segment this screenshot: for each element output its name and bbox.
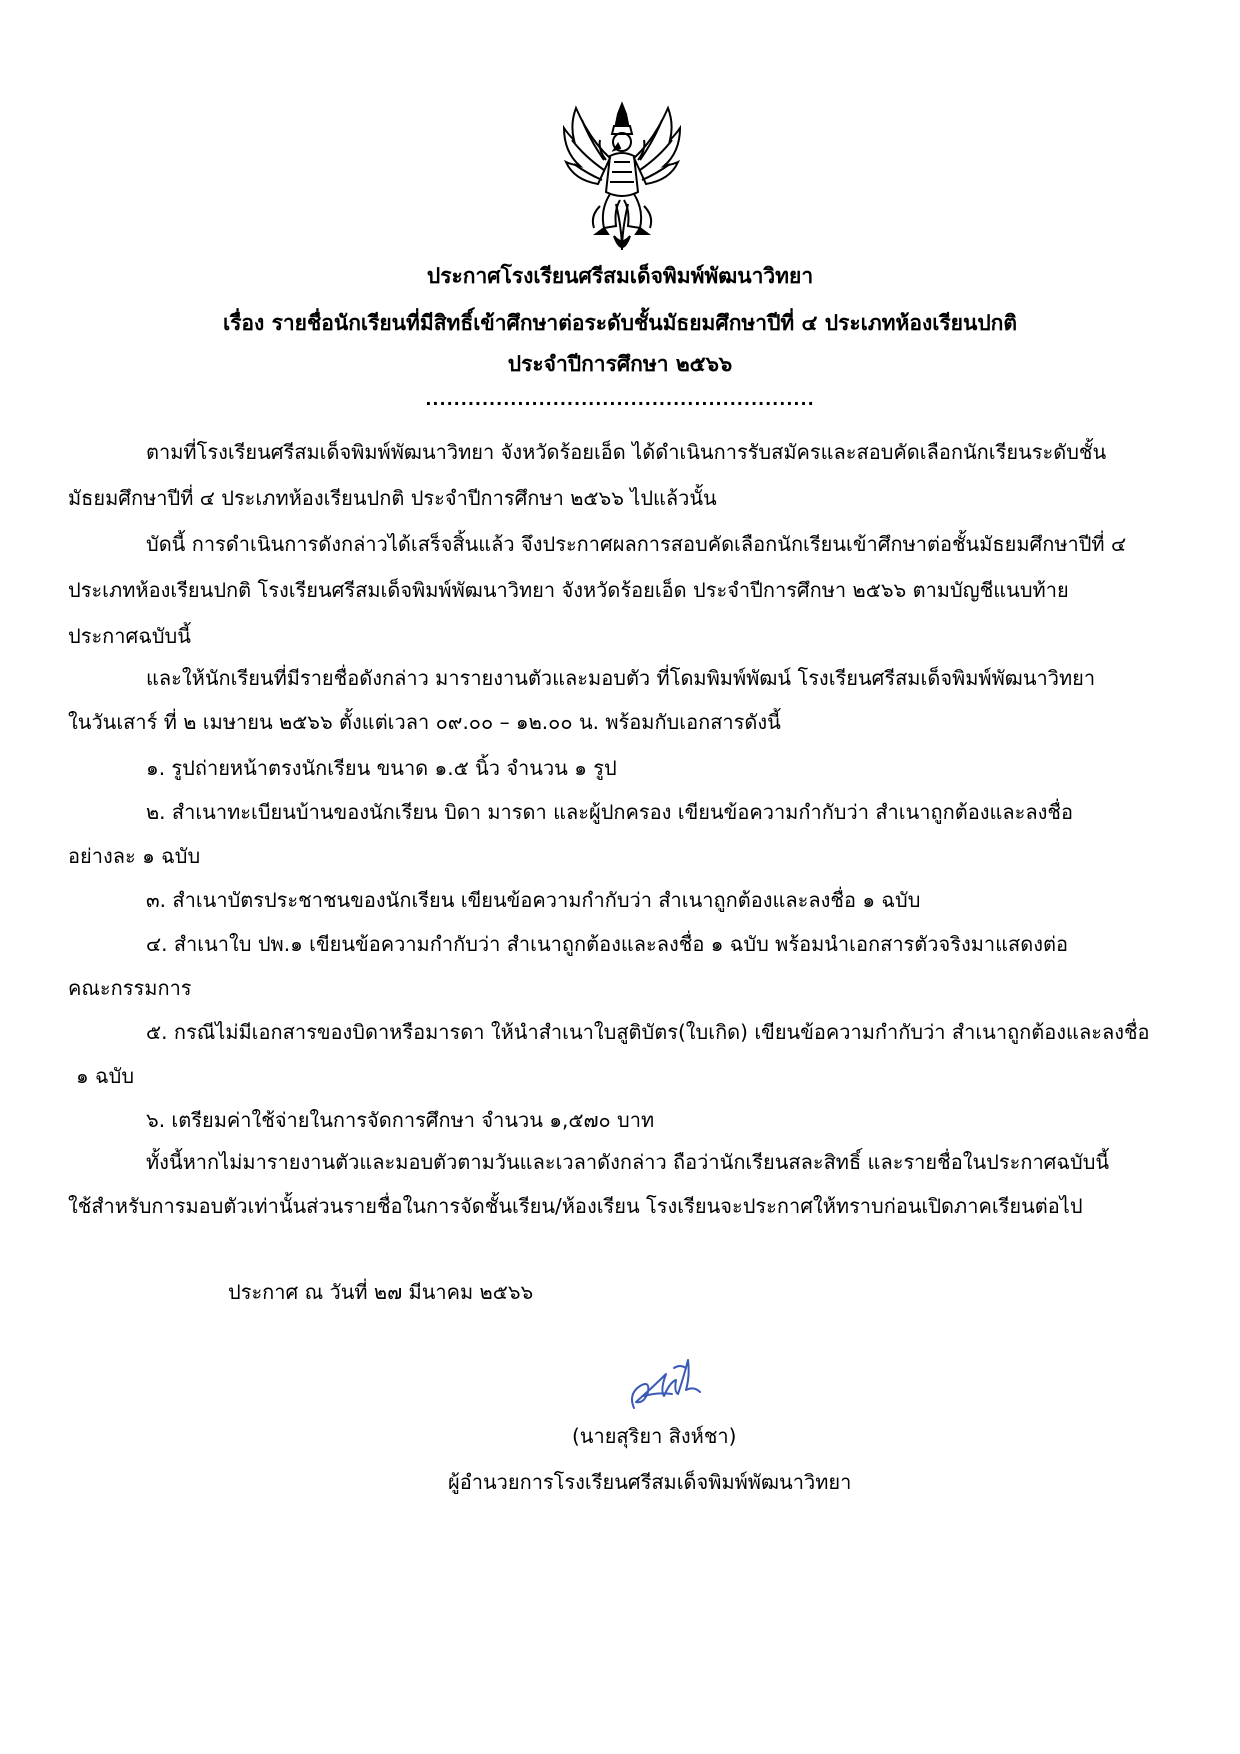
academic-year: ประจำปีการศึกษา ๒๕๖๖ xyxy=(507,352,733,376)
document-item-6: ๖. เตรียมค่าใช้จ่ายในการจัดการศึกษา จำนวน ๑,๕๗๐ บาท xyxy=(146,1108,655,1132)
document-item-5-line1: ๕. กรณีไม่มีเอกสารของบิดาหรือมารดา ให้นำสำเนาใบสูติบัตร(ใบเกิด) เขียนข้อความกำกับว่า สำเนาถูกต้องและลงชื่อ xyxy=(146,1020,1150,1044)
paragraph-report-line1: และให้นักเรียนที่มีรายชื่อดังกล่าว มารายงานตัวและมอบตัว ที่โดมพิมพ์พัฒน์ โรงเรียนศรีสมเด็จพิมพ์พัฒนาวิทยา xyxy=(146,666,1096,690)
document-item-5-line2: ๑ ฉบับ xyxy=(76,1064,135,1088)
paragraph-intro-line1: ตามที่โรงเรียนศรีสมเด็จพิมพ์พัฒนาวิทยา จังหวัดร้อยเอ็ด ได้ดำเนินการรับสมัครและสอบคัดเลือกนักเรียนระดับชั้น xyxy=(146,440,1107,464)
signature-image xyxy=(614,1346,710,1416)
signer-name: (นายสุริยา สิงห์ชา) xyxy=(572,1424,737,1448)
document-item-4-line1: ๔. สำเนาใบ ปพ.๑ เขียนข้อความกำกับว่า สำเนาถูกต้องและลงชื่อ ๑ ฉบับ พร้อมนำเอกสารตัวจริงมาแสดงต่อ xyxy=(146,932,1069,956)
document-item-2-line1: ๒. สำเนาทะเบียนบ้านของนักเรียน บิดา มารดา และผู้ปกครอง เขียนข้อความกำกับว่า สำเนาถูกต้องและลงชื่อ xyxy=(146,800,1073,824)
paragraph-closing-line2: ใช้สำหรับการมอบตัวเท่านั้นส่วนรายชื่อในการจัดชั้นเรียน/ห้องเรียน โรงเรียนจะประกาศให้ทราบก่อนเปิดภาคเรียนต่อไป xyxy=(68,1194,1083,1218)
paragraph-result-line2: ประเภทห้องเรียนปกติ โรงเรียนศรีสมเด็จพิมพ์พัฒนาวิทยา จังหวัดร้อยเอ็ด ประจำปีการศึกษา ๒๕๖๖ ตามบัญชีแนบท้าย xyxy=(68,578,1069,602)
announcement-title: ประกาศโรงเรียนศรีสมเด็จพิมพ์พัฒนาวิทยา xyxy=(426,264,814,288)
paragraph-intro-line2: มัธยมศึกษาปีที่ ๔ ประเภทห้องเรียนปกติ ประจำปีการศึกษา ๒๕๖๖ ไปแล้วนั้น xyxy=(68,486,717,510)
announcement-date: ประกาศ ณ วันที่ ๒๗ มีนาคม ๒๕๖๖ xyxy=(228,1280,534,1304)
garuda-emblem-icon xyxy=(560,100,684,260)
paragraph-report-line2: ในวันเสาร์ ที่ ๒ เมษายน ๒๕๖๖ ตั้งแต่เวลา ๐๙.๐๐ – ๑๒.๐๐ น. พร้อมกับเอกสารดังนี้ xyxy=(68,710,781,734)
separator-line: ....................................................... xyxy=(425,390,815,409)
announcement-subject: เรื่อง รายชื่อนักเรียนที่มีสิทธิ์เข้าศึกษาต่อระดับชั้นมัธยมศึกษาปีที่ ๔ ประเภทห้องเรียนปกติ xyxy=(222,311,1018,335)
paragraph-result-line1: บัดนี้ การดำเนินการดังกล่าวได้เสร็จสิ้นแล้ว จึงประกาศผลการสอบคัดเลือกนักเรียนเข้าศึกษาต่อชั้นมัธยมศึกษาปีที่ ๔ xyxy=(146,532,1127,556)
paragraph-closing-line1: ทั้งนี้หากไม่มารายงานตัวและมอบตัวตามวันและเวลาดังกล่าว ถือว่านักเรียนสละสิทธิ์ และรายชื่อในประกาศฉบับนี้ xyxy=(146,1150,1110,1174)
document-item-1: ๑. รูปถ่ายหน้าตรงนักเรียน ขนาด ๑.๕ นิ้ว จำนวน ๑ รูป xyxy=(146,756,617,780)
document-item-3: ๓. สำเนาบัตรประชาชนของนักเรียน เขียนข้อความกำกับว่า สำเนาถูกต้องและลงชื่อ ๑ ฉบับ xyxy=(146,888,921,912)
paragraph-result-line3: ประกาศฉบับนี้ xyxy=(68,624,191,648)
document-item-2-line2: อย่างละ ๑ ฉบับ xyxy=(68,844,201,868)
document-item-4-line2: คณะกรรมการ xyxy=(68,976,192,1000)
signer-title: ผู้อำนวยการโรงเรียนศรีสมเด็จพิมพ์พัฒนาวิทยา xyxy=(448,1470,852,1494)
